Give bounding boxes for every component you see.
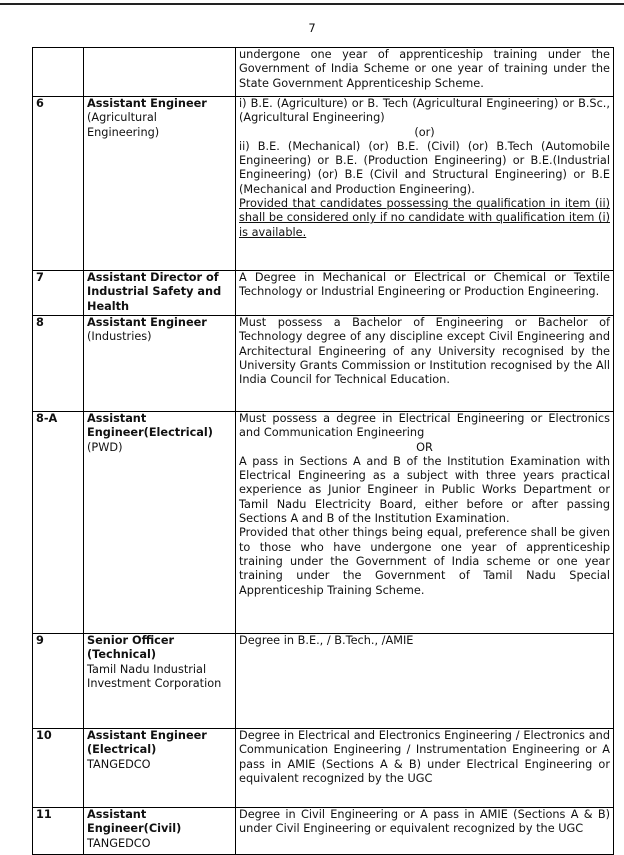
qualification-text: A Degree in Mechanical or Electrical or Chemical or Textile Technology or Industrial Engineering or Production Engineering. <box>239 271 610 299</box>
row-number: 10 <box>33 729 84 808</box>
post-subtitle: TANGEDCO <box>87 836 151 850</box>
post-name-cell <box>84 808 236 855</box>
post-name-cell <box>84 271 236 316</box>
row-number: 6 <box>33 97 84 271</box>
row-number: 9 <box>33 634 84 729</box>
post-title: Assistant Engineer(Electrical) <box>87 412 213 440</box>
page-number: 7 <box>308 21 316 35</box>
qualification-text: A pass in Sections A and B of the Institution Examination with Electrical Engineering as a subject with three years practical experience as Junior Engineer in Public Works Department or Tamil Nadu Electricity Board, either before or after passing Sections A and B of the Institution Examination. <box>239 454 610 526</box>
qualification-cell <box>236 97 614 271</box>
qualification-or: OR <box>416 440 433 454</box>
post-name-cell <box>84 729 236 808</box>
post-name-cell <box>84 97 236 271</box>
post-title: Senior Officer (Technical) <box>87 634 175 662</box>
top-rule <box>0 3 624 5</box>
table-row <box>33 97 614 271</box>
qualification-text: i) B.E. (Agriculture) or B. Tech (Agricultural Engineering) or B.Sc., (Agricultural Engineering) <box>239 97 610 125</box>
qualification-text: Degree in B.E., / B.Tech., /AMIE <box>239 634 414 647</box>
qualification-proviso: Provided that candidates possessing the qualification in item (ii) shall be considered only if no candidate with qualification item (i) is available. <box>239 197 610 239</box>
qualification-cell <box>236 729 614 808</box>
row-number: 8 <box>33 316 84 412</box>
table-row <box>33 808 614 855</box>
table-row <box>33 729 614 808</box>
row-number <box>33 48 84 97</box>
qualification-or: (or) <box>414 125 435 139</box>
qualification-text: ii) B.E. (Mechanical) (or) B.E. (Civil) (or) B.Tech (Automobile Engineering) or B.E. (Production Engineering) or B.E.(Industrial Engineering) (or) B.E (Civil and Structural Engineering) or B.E (Mechanical and Production Engineering). <box>239 139 610 196</box>
post-subtitle: (PWD) <box>87 440 123 454</box>
qualification-text: undergone one year of apprenticeship training under the Government of India Scheme or one year of training under the State Government Apprenticeship Scheme. <box>239 48 610 90</box>
row-number: 7 <box>33 271 84 316</box>
row-number: 11 <box>33 808 84 855</box>
post-subtitle: Tamil Nadu Industrial Investment Corporation <box>87 662 222 690</box>
qualification-table <box>32 47 614 855</box>
table-row <box>33 316 614 412</box>
qualification-text: Must possess a degree in Electrical Engineering or Electronics and Communication Engineering <box>239 412 610 440</box>
post-name-cell <box>84 48 236 97</box>
qualification-cell <box>236 316 614 412</box>
post-title: Assistant Engineer <box>87 316 207 329</box>
table-row <box>33 48 614 97</box>
qualification-cell <box>236 271 614 316</box>
table-row <box>33 634 614 729</box>
post-subtitle: (Agricultural Engineering) <box>87 111 160 139</box>
post-subtitle: (Industries) <box>87 330 152 344</box>
post-name-cell <box>84 634 236 729</box>
post-title: Assistant Director of Industrial Safety and Health <box>87 271 222 313</box>
post-title: Assistant Engineer (Electrical) <box>87 729 207 757</box>
qualification-proviso: Provided that other things being equal, preference shall be given to those who have undergone one year of apprenticeship training under the Government of India scheme or one year training under the Government of Tamil Nadu Special Apprenticeship Training Scheme. <box>239 526 610 597</box>
qualification-text: Must possess a Bachelor of Engineering or Bachelor of Technology degree of any discipline except Civil Engineering and Architectural Engineering of any University recognised by the University Grants Commission or Institution recognised by the All India Council for Technical Education. <box>239 316 610 387</box>
qualification-cell <box>236 808 614 855</box>
table-row <box>33 412 614 634</box>
qualification-cell <box>236 634 614 729</box>
qualification-text: Degree in Electrical and Electronics Engineering / Electronics and Communication Engineering / Instrumentation Engineering or A pass in AMIE (Sections A & B) under Electrical Engineering or equivalent recognized by the UGC <box>239 729 610 785</box>
post-subtitle: TANGEDCO <box>87 757 151 771</box>
qualification-cell <box>236 412 614 634</box>
post-name-cell <box>84 316 236 412</box>
table-row <box>33 271 614 316</box>
qualification-text: Degree in Civil Engineering or A pass in AMIE (Sections A & B) under Civil Engineering or equivalent recognized by the UGC <box>239 808 610 836</box>
qualification-cell <box>236 48 614 97</box>
post-title: Assistant Engineer <box>87 97 207 110</box>
post-name-cell <box>84 412 236 634</box>
post-title: Assistant Engineer(Civil) <box>87 808 182 836</box>
row-number: 8-A <box>33 412 84 634</box>
